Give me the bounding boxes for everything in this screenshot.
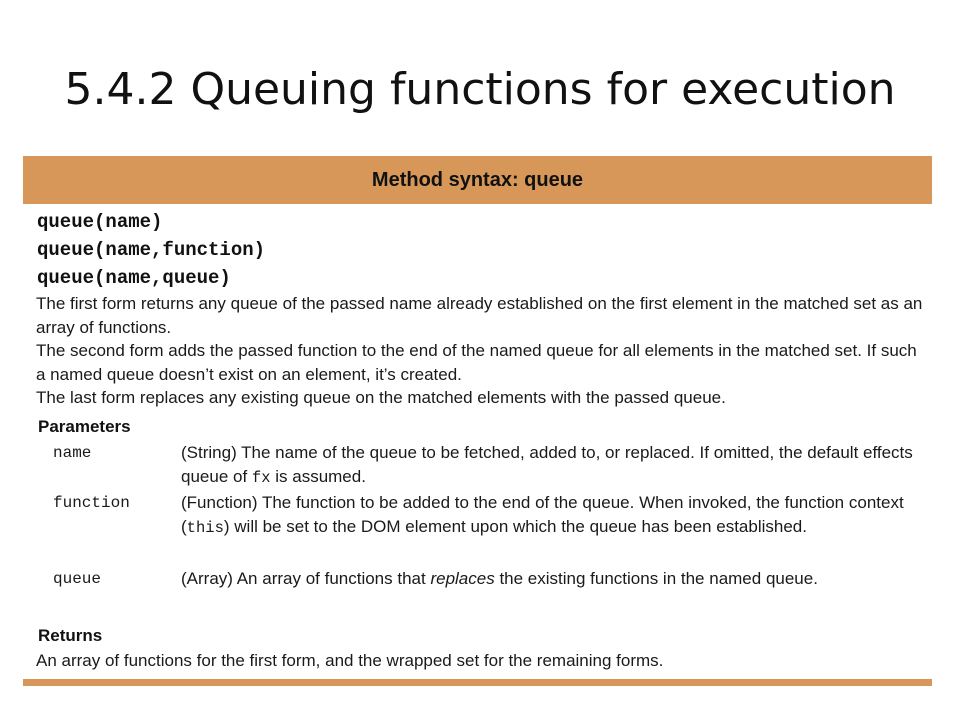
- param-desc-text: the existing functions in the named queue.: [494, 569, 818, 588]
- param-code: this: [186, 518, 224, 537]
- description-first-form: The first form returns any queue of the passed name already established on the first element in the matched set as an array of functions.: [36, 294, 923, 337]
- signature-1: queue(name): [37, 211, 163, 233]
- returns-heading: Returns: [38, 626, 103, 645]
- signature-2: queue(name,function): [37, 239, 266, 261]
- param-name-function: function: [53, 494, 130, 512]
- method-syntax-header: Method syntax: queue: [23, 156, 932, 204]
- param-desc-text: is assumed.: [270, 466, 366, 486]
- param-desc-text: ) will be set to the DOM element upon which the queue has been established.: [223, 516, 807, 536]
- bottom-divider: [23, 679, 932, 686]
- returns-text: An array of functions for the first form, and the wrapped set for the remaining forms.: [36, 651, 664, 670]
- slide-title: 5.4.2 Queuing functions for execution: [64, 64, 896, 115]
- description-second-form: The second form adds the passed function to the end of the named queue for all elements in the matched set. If such a named queue doesn’t exist on an element, it’s created.: [36, 341, 917, 384]
- param-desc-text: (Array) An array of functions that: [181, 569, 431, 588]
- signature-3: queue(name,queue): [37, 267, 231, 289]
- param-name-queue: queue: [53, 570, 102, 588]
- param-emphasis: replaces: [430, 569, 495, 588]
- param-desc-queue: [181, 567, 926, 591]
- parameters-heading: Parameters: [38, 417, 131, 436]
- description-last-form: The last form replaces any existing queue on the matched elements with the passed queue.: [36, 388, 726, 407]
- param-desc-text: (String) The name of the queue to be fetched, added to, or replaced. If omitted, the default effects queue of: [181, 443, 913, 486]
- param-name-name: name: [53, 444, 92, 462]
- method-syntax-body: [23, 204, 932, 680]
- param-desc-name: [181, 441, 926, 490]
- param-code: fx: [251, 468, 271, 487]
- param-desc-text: (Function) The function to be added to the end of the queue. When invoked, the function context (: [181, 493, 904, 536]
- param-desc-function: [181, 491, 926, 540]
